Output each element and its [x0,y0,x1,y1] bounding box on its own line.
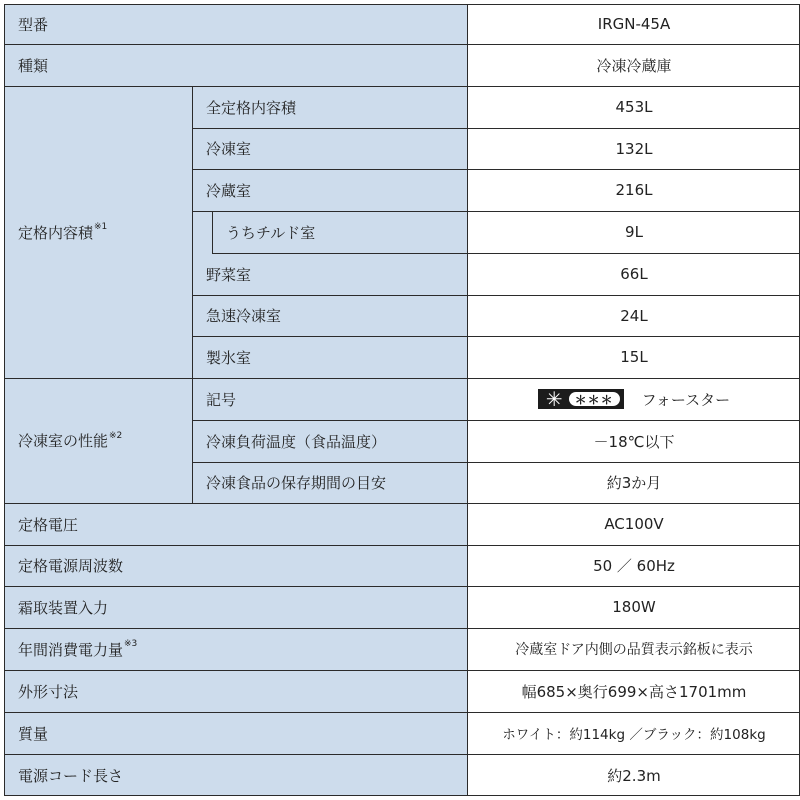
value-freeze-temp: －18℃以下 [468,420,800,462]
label-defrost: 霜取装置入力 [4,586,468,628]
divider-row [4,754,800,755]
label-cord: 電源コード長さ [4,754,468,796]
note-annual: ※3 [124,639,138,649]
label-storage-period: 冷凍食品の保存期間の目安 [192,462,468,503]
value-freezer-room: 132L [468,128,800,169]
divider-row [4,670,800,671]
divider-row [192,295,800,296]
label-capacity [4,86,192,378]
label-capacity-text: 定格内容積 [18,223,94,242]
four-star-mark-box [538,389,624,409]
note-freezer: ※2 [109,430,123,441]
label-quick-freeze-room: 急速冷凍室 [192,295,468,336]
value-vegetable-room: 66L [468,253,800,295]
label-vegetable-room: 野菜室 [192,253,468,295]
label-freeze-temp: 冷凍負荷温度（食品温度） [192,420,468,462]
divider-column-main [467,4,468,796]
value-dimensions: 幅685×奥行699×高さ1701mm [468,670,800,712]
divider-chilled-indent [212,211,213,253]
divider-row [4,712,800,713]
value-quick-freeze-room: 24L [468,295,800,336]
value-ice-room: 15L [468,336,800,378]
divider-row [468,253,800,254]
label-frequency: 定格電源周波数 [4,545,468,586]
divider-row [4,545,800,546]
label-type: 種類 [4,44,468,86]
divider-row [4,378,800,379]
value-model: IRGN-45A [468,4,800,44]
value-symbol [468,378,800,420]
divider-row [192,169,800,170]
value-type: 冷凍冷蔵庫 [468,44,800,86]
snowflake-icon: ✳ [545,387,563,411]
value-frequency: 50 ／ 60Hz [468,545,800,586]
value-symbol-text: フォースター [641,390,731,409]
label-fridge-room: 冷蔵室 [192,169,468,211]
value-voltage: AC100V [468,503,800,545]
spec-table [4,4,800,796]
divider-row [4,86,800,87]
value-annual-power: 冷蔵室ドア内側の品質表示銘板に表示 [468,628,800,670]
label-ice-room: 製氷室 [192,336,468,378]
label-freezer-performance-text: 冷凍室の性能 [18,432,109,450]
label-freezer-room: 冷凍室 [192,128,468,169]
value-storage-period: 約3か月 [468,462,800,503]
label-voltage: 定格電圧 [4,503,468,545]
label-freezer-performance [4,378,192,503]
label-annual-power [4,628,468,670]
label-dimensions: 外形寸法 [4,670,468,712]
value-defrost: 180W [468,586,800,628]
border-left [4,4,5,796]
border-bottom [4,795,800,796]
divider-row [192,462,800,463]
four-star-mark [538,389,624,409]
label-capacity-total: 全定格内容積 [192,86,468,128]
label-chilled-room: うちチルド室 [192,211,468,253]
divider-row [192,128,800,129]
divider-row [4,586,800,587]
three-star-icon: ＊＊＊ [569,392,620,406]
border-top [4,4,800,5]
value-cord: 約2.3m [468,754,800,796]
divider-row [4,44,800,45]
divider-row [4,628,800,629]
value-weight: ホワイト：約114kg ／ブラック：約108kg [468,712,800,754]
value-chilled-room: 9L [468,211,800,253]
note-capacity: ※1 [94,222,108,232]
divider-row [192,336,800,337]
divider-row [4,503,800,504]
label-weight: 質量 [4,712,468,754]
value-capacity-total: 453L [468,86,800,128]
label-annual-power-text: 年間消費電力量 [18,640,124,659]
label-model: 型番 [4,4,468,44]
divider-row [192,420,800,421]
divider-row [192,211,800,212]
value-fridge-room: 216L [468,169,800,211]
label-symbol: 記号 [192,378,468,420]
